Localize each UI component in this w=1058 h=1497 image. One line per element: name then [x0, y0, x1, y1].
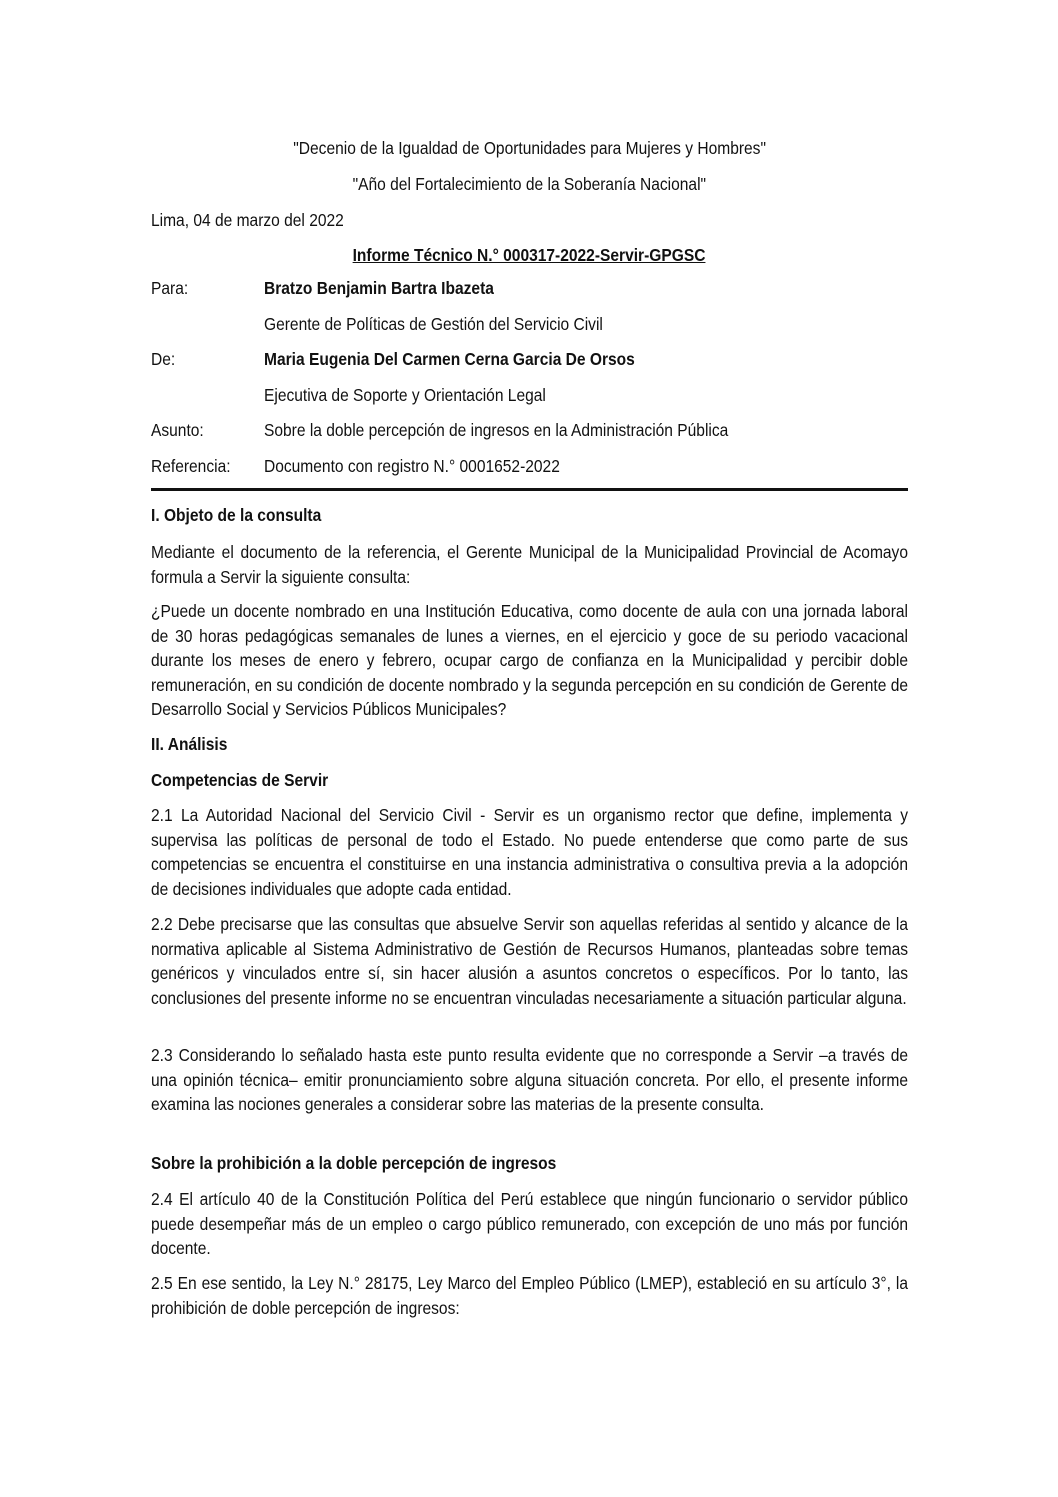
- referencia-label: Referencia:: [151, 456, 231, 476]
- asunto-label: Asunto:: [151, 420, 204, 440]
- section-1-question: ¿Puede un docente nombrado en una Institución Educativa, como docente de aula con una jornada laboral de 30 horas pedagógicas semanales de lunes a viernes, en el ejercicio y goce de su periodo vacacional durante los meses de enero y febrero, ocupar cargo de confianza en la Municipalidad y percibir doble remuneración, en su condición de docente nombrado y la segunda percepción en su condición de Gerente de Desarrollo Social y Servicios Públicos Municipales?: [151, 601, 908, 720]
- paragraph-2-4: 2.4 El artículo 40 de la Constitución Política del Perú establece que ningún funcionario o servidor público puede desempeñar más de un empleo o cargo público remunerado, con excepción de uno más por función docente.: [151, 1189, 908, 1259]
- decenio-heading: "Decenio de la Igualdad de Oportunidades para Mujeres y Hombres": [293, 138, 766, 158]
- section-1-title: I. Objeto de la consulta: [151, 505, 322, 525]
- para-name: Bratzo Benjamin Bartra Ibazeta: [264, 278, 494, 298]
- header-divider: [151, 488, 908, 491]
- para-role: Gerente de Políticas de Gestión del Servicio Civil: [264, 314, 603, 334]
- anio-heading: "Año del Fortalecimiento de la Soberanía Nacional": [352, 174, 707, 194]
- paragraph-2-3: 2.3 Considerando lo señalado hasta este punto resulta evidente que no corresponde a Servir –a través de una opinión técnica– emitir pronunciamiento sobre alguna situación concreta. Por ello, el presente informe examina las nociones generales a considerar sobre las materias de la presente consulta.: [151, 1045, 908, 1115]
- subsection-prohibicion: Sobre la prohibición a la doble percepción de ingresos: [151, 1153, 557, 1173]
- de-role: Ejecutiva de Soporte y Orientación Legal: [264, 385, 546, 405]
- report-title: Informe Técnico N.° 000317-2022-Servir-GPGSC: [353, 245, 706, 265]
- paragraph-2-2: 2.2 Debe precisarse que las consultas que absuelve Servir son aquellas referidas al sentido y alcance de la normativa aplicable al Sistema Administrativo de Gestión de Recursos Humanos, planteadas sobre temas genéricos y vinculados entre sí, sin hacer alusión a asuntos concretos o específicos. Por lo tanto, las conclusiones del presente informe no se encuentran vinculadas necesariamente a situación particular alguna.: [151, 914, 908, 1008]
- subsection-competencias: Competencias de Servir: [151, 770, 329, 790]
- asunto-value: Sobre la doble percepción de ingresos en la Administración Pública: [264, 420, 729, 440]
- paragraph-2-1: 2.1 La Autoridad Nacional del Servicio Civil - Servir es un organismo rector que define, implementa y supervisa las políticas de personal de todo el Estado. No puede entenderse que como parte de sus competencias se encuentra el constituirse en una instancia administrativa o consultiva previa a la adopción de decisiones individuales que adopte cada entidad.: [151, 805, 908, 899]
- referencia-value: Documento con registro N.° 0001652-2022: [264, 456, 560, 476]
- section-2-title: II. Análisis: [151, 734, 228, 754]
- section-1-paragraph-1: Mediante el documento de la referencia, el Gerente Municipal de la Municipalidad Provincial de Acomayo formula a Servir la siguiente consulta:: [151, 542, 908, 587]
- de-label: De:: [151, 349, 176, 369]
- de-name: Maria Eugenia Del Carmen Cerna Garcia De Orsos: [264, 349, 635, 369]
- paragraph-2-5: 2.5 En ese sentido, la Ley N.° 28175, Ley Marco del Empleo Público (LMEP), estableció en su artículo 3°, la prohibición de doble percepción de ingresos:: [151, 1273, 908, 1318]
- document-date: Lima, 04 de marzo del 2022: [151, 210, 344, 230]
- para-label: Para:: [151, 278, 189, 298]
